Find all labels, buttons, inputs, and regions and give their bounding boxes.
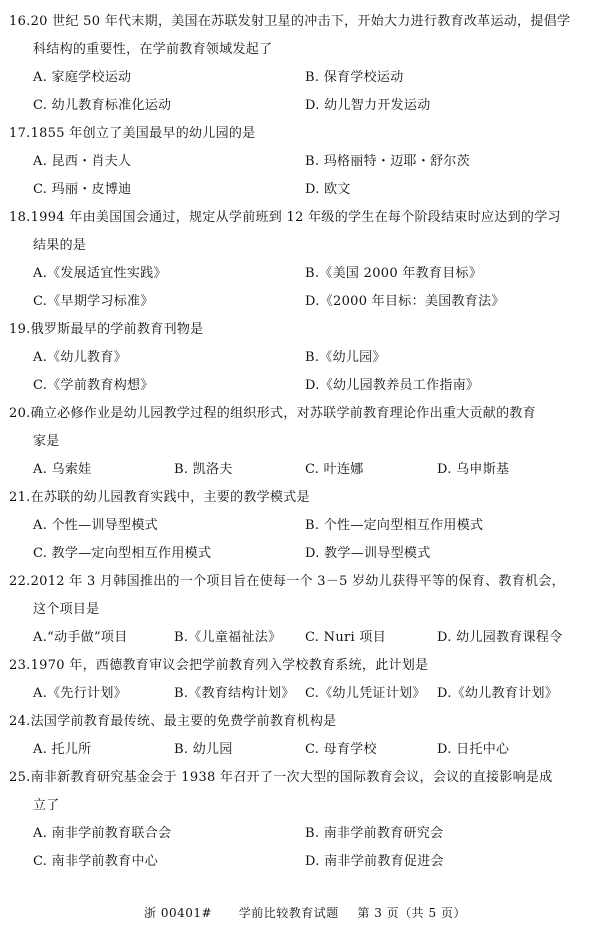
question-23-option-d: D.《幼儿教育计划》 <box>437 686 559 701</box>
question-18-option-d: D.《2000 年目标：美国教育法》 <box>305 294 505 309</box>
question-23-option-c: C.《幼儿凭证计划》 <box>305 686 426 701</box>
question-24-option-c: C. 母育学校 <box>305 742 377 757</box>
question-19-option-d: D.《幼儿园教养员工作指南》 <box>305 378 480 393</box>
question-21-stem-line-1: 21.在苏联的幼儿园教育实践中，主要的教学模式是 <box>9 490 310 505</box>
question-21-option-b: B. 个性—定向型相互作用模式 <box>305 518 484 533</box>
question-19-option-b: B.《幼儿园》 <box>305 350 386 365</box>
question-20-option-c: C. 叶连娜 <box>305 462 364 477</box>
question-25-option-d: D. 南非学前教育促进会 <box>305 854 444 869</box>
question-17-option-d: D. 欧文 <box>305 182 351 197</box>
footer-page-number: 第 3 页（共 5 页） <box>357 906 466 920</box>
question-20-stem-line-1: 20.确立必修作业是幼儿园教学过程的组织形式，对苏联学前教育理论作出重大贡献的教育 <box>9 406 536 421</box>
question-20-stem-line-2: 家是 <box>33 434 60 449</box>
question-16-stem-line-1: 16.20 世纪 50 年代末期，美国在苏联发射卫星的冲击下，开始大力进行教育改革运动，提倡学 <box>9 14 571 29</box>
question-16-option-a: A. 家庭学校运动 <box>33 70 132 85</box>
question-18-option-c: C.《早期学习标准》 <box>33 294 154 309</box>
question-20-option-a: A. 乌索娃 <box>33 462 92 477</box>
question-21-option-d: D. 教学—训导型模式 <box>305 546 431 561</box>
question-19-option-c: C.《学前教育构想》 <box>33 378 154 393</box>
question-18-option-b: B.《美国 2000 年教育目标》 <box>305 266 483 281</box>
question-16-option-c: C. 幼儿教育标准化运动 <box>33 98 172 113</box>
question-25-stem-line-1: 25.南非新教育研究基金会于 1938 年召开了一次大型的国际教育会议，会议的直接影响是成 <box>9 770 553 785</box>
question-16-option-b: B. 保育学校运动 <box>305 70 404 85</box>
question-17-option-a: A. 昆西・肖夫人 <box>33 154 132 169</box>
question-16-stem-line-2: 科结构的重要性，在学前教育领域发起了 <box>33 42 273 57</box>
question-20-option-b: B. 凯洛夫 <box>174 462 233 477</box>
question-25-option-c: C. 南非学前教育中心 <box>33 854 159 869</box>
question-20-option-d: D. 乌申斯基 <box>437 462 510 477</box>
footer-subject: 学前比较教育试题 <box>238 906 339 920</box>
footer-exam-code: 浙 00401# <box>144 906 213 920</box>
question-19-option-a: A.《幼儿教育》 <box>33 350 127 365</box>
question-22-stem-line-1: 22.2012 年 3 月韩国推出的一个项目旨在使每一个 3－5 岁幼儿获得平等的保育、教育机会， <box>9 574 565 589</box>
question-22-option-b: B.《儿童福祉法》 <box>174 630 282 645</box>
question-17-option-b: B. 玛格丽特・迈耶・舒尔茨 <box>305 154 471 169</box>
question-25-option-b: B. 南非学前教育研究会 <box>305 826 444 841</box>
question-22-option-a: A.“动手做”项目 <box>33 630 128 645</box>
question-18-stem-line-1: 18.1994 年由美国国会通过，规定从学前班到 12 年级的学生在每个阶段结束时应达到的学习 <box>9 210 561 225</box>
question-21-option-a: A. 个性—训导型模式 <box>33 518 158 533</box>
question-22-stem-line-2: 这个项目是 <box>33 602 100 617</box>
page-footer <box>0 905 610 921</box>
question-18-option-a: A.《发展适宜性实践》 <box>33 266 167 281</box>
question-23-stem-line-1: 23.1970 年，西德教育审议会把学前教育列入学校教育系统，此计划是 <box>9 658 429 673</box>
question-16-option-d: D. 幼儿智力开发运动 <box>305 98 431 113</box>
question-19-stem-line-1: 19.俄罗斯最早的学前教育刊物是 <box>9 322 204 337</box>
question-24-option-a: A. 托儿所 <box>33 742 92 757</box>
question-24-option-d: D. 日托中心 <box>437 742 510 757</box>
question-17-option-c: C. 玛丽・皮博迪 <box>33 182 132 197</box>
question-24-stem-line-1: 24.法国学前教育最传统、最主要的免费学前教育机构是 <box>9 714 337 729</box>
question-25-option-a: A. 南非学前教育联合会 <box>33 826 172 841</box>
question-25-stem-line-2: 立了 <box>33 798 60 813</box>
question-21-option-c: C. 教学—定向型相互作用模式 <box>33 546 212 561</box>
question-23-option-a: A.《先行计划》 <box>33 686 127 701</box>
question-22-option-d: D. 幼儿园教育课程令 <box>437 630 563 645</box>
question-17-stem-line-1: 17.1855 年创立了美国最早的幼儿园的是 <box>9 126 256 141</box>
question-23-option-b: B.《教育结构计划》 <box>174 686 295 701</box>
question-24-option-b: B. 幼儿园 <box>174 742 233 757</box>
question-18-stem-line-2: 结果的是 <box>33 238 87 253</box>
question-22-option-c: C. Nuri 项目 <box>305 630 386 645</box>
